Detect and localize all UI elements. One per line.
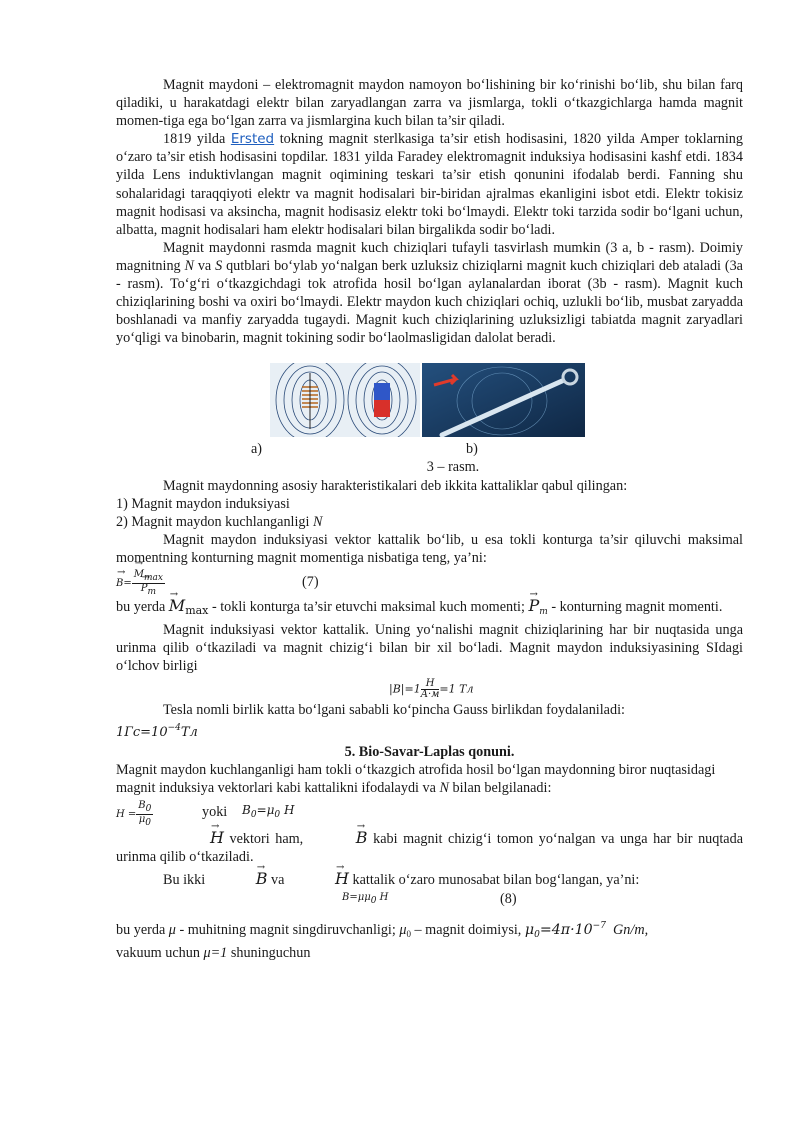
symbol-mu: μ <box>168 922 176 939</box>
b0-formula <box>242 801 294 824</box>
vector-m: → M <box>169 597 185 615</box>
equation-7 <box>116 567 743 597</box>
formula-part: Тл <box>180 725 198 741</box>
symbol-n: N <box>439 779 449 796</box>
text: va <box>267 872 288 888</box>
symbol: μ <box>138 813 146 825</box>
figure-3b-wire-field <box>422 363 585 437</box>
subscript: 0 <box>534 930 540 941</box>
list-item-induction: 1) Magnit maydon induksiyasi <box>116 495 290 512</box>
text: kattalik o‘zaro munosabat bilan bog‘langan, ya’ni: <box>348 872 640 888</box>
figure-3 <box>116 363 743 439</box>
formula-part: 1Гс=10 <box>116 725 168 741</box>
vector-h-symbol: → H <box>163 829 224 847</box>
paragraph-moment-definition <box>116 597 743 621</box>
equation-8 <box>116 889 743 909</box>
figure-label-b: b) <box>466 441 478 458</box>
superscript: −4 <box>167 723 181 734</box>
gauss-formula <box>116 719 743 742</box>
formula-part: =4π·10 <box>539 922 593 939</box>
text: vakuum uchun <box>116 945 204 962</box>
equation-8-number: (8) <box>500 891 517 908</box>
equation-tesla <box>116 675 743 701</box>
paragraph-history <box>116 130 743 239</box>
list-item-intensity <box>116 513 743 531</box>
subscript: max <box>185 603 209 617</box>
text: qutblari bo‘ylab yo‘nalgan berk uzluksiz chiziqlarni magnit kuch chiziqlari deb ataladi (3a - rasm). To‘g‘ri o‘tkazgichdagi tok atrofida hosil bo‘lgan aylanalardan iborat (3b - rasm). Magnit kuch chiziqlarining boshi va oxiri bo‘lmaydi. Elektr maydon kuch chiziqlari ochiq, uzlukli bo‘lib, musbat zaryadda boshlanadi va manfiy zaryadda tugaydi. Magnit kuch chiziqlarining uzluksizligi tabiatda magnit zaryadlari yo‘qligi va binobarin, magnit tokining sodir bo‘laolmasligidan dalolat beradi. <box>116 257 743 347</box>
superscript: −7 <box>592 921 606 932</box>
wire-field-illustration <box>422 363 585 437</box>
subscript: 0 <box>274 809 281 820</box>
subscript: m <box>539 606 548 617</box>
text: Magnit maydonni rasmda magnit kuch chiziqlari tufayli tasvirlash mumkin (3 a, b - rasm). Doimiy magnitning <box>116 239 743 274</box>
subscript: 0 <box>145 803 152 814</box>
text: tokning magnit sterlkasiga ta’sir etish hodisasini, 1820 yilda Amper toklarning o‘zaro ta’sir etish hodisasini topdilar. 1831 yilda Faradey elektromagnit induksiya hodisasini kashf etdi. 1834 yilda Lens induktivlangan magnit oqimining teskari ta’sir etish qonunini ifodalab berdi. Fanning shu sohalaridagi taraqqiyoti elektr va magnit hodisalari bir-biridan ajralmas ekanligini isbot etdi. Elektr tokisiz magnit hodisasi va aksincha, magnit hodisasiz elektr toki bo‘lmaydi. Elektr toki tarzida sodir bo‘lgani uchun, albatta, magnit hodisalari ham elektr hodisalari bilan birgalikda sodir bo‘ladi. <box>116 131 743 238</box>
symbol-mu0: μ <box>399 922 407 939</box>
vector-p: → P <box>141 584 148 594</box>
formula-part: |B|=1 <box>389 682 421 696</box>
text: - tokli konturga ta’sir etuvchi maksimal kuch momenti; <box>208 598 529 615</box>
vector-h-symbol: → H <box>288 870 349 888</box>
figure-3a-magnet-field-lines <box>270 363 420 437</box>
text: shuninguchun <box>227 945 311 962</box>
paragraph-gauss: Tesla nomli birlik katta bo‘lgani sababli ko‘pincha Gauss birlikdan foydalaniladi: <box>163 702 625 719</box>
section-heading: 5. Bio-Savar-Laplas qonuni. <box>344 743 515 760</box>
symbol: μ <box>524 922 535 939</box>
vector-p: → P <box>528 597 539 615</box>
paragraph-field-lines <box>116 239 743 348</box>
figure-caption: 3 – rasm. <box>426 459 480 476</box>
vector-m: → M <box>134 570 144 580</box>
paragraph-characteristics: Magnit maydonning asosiy harakteristikalari deb ikkita kattaliklar qabul qilingan: <box>163 477 628 494</box>
yoki-text: yoki <box>202 803 228 820</box>
symbol: B <box>138 799 146 811</box>
text: – magnit doimiysi, <box>410 922 525 939</box>
magnet-field-illustration <box>270 363 420 437</box>
text: 2) Magnit maydon kuchlanganligi <box>116 513 314 530</box>
mu0-value <box>524 921 606 941</box>
pole-s: S <box>215 257 223 274</box>
text: Magnit maydon kuchlanganligi ham tokli o‘tkazgich atrofida hosil bo‘lgan maydonning biror nuqtasidagi magnit induksiya vektorlari kabi kattalikni ifodalaydi va <box>116 761 716 796</box>
document-page <box>116 76 743 962</box>
vector-b: → B <box>116 575 123 593</box>
symbol-m-max <box>169 596 209 615</box>
symbol: H <box>379 892 389 904</box>
text: bilan belgilanadi: <box>448 779 552 796</box>
paragraph-induction-vector: Magnit induksiyasi vektor kattalik. Uning yo‘nalishi magnit chiziqlarining har bir nuqtasida unga urinma qilib o‘tkaziladi va magnit chizig‘i bilan bir xil bo‘ladi. Magnit maydon induksiyasining SIdagi o‘lchov birligi <box>116 622 743 675</box>
subscript: max <box>144 572 163 583</box>
pole-n: N <box>184 257 194 274</box>
unit: Gn/m, <box>613 922 649 939</box>
tesla-formula <box>389 679 473 700</box>
formula-part: =1 Тл <box>439 682 474 696</box>
ersted-link[interactable]: Ersted <box>230 131 275 148</box>
symbol: B <box>242 802 251 817</box>
vector-h <box>288 869 349 888</box>
symbol-p-m <box>528 596 547 615</box>
numerator: H <box>421 679 440 690</box>
vector-b <box>209 869 268 888</box>
text: - konturning magnit momenti. <box>547 598 723 615</box>
paragraph-intro: Magnit maydoni – elektromagnit maydon namoyon bo‘lishining bir ko‘rinishi bo‘lib, shu bilan farq qiladiki, u harakatdagi elektr bilan zaryadlangan zarra va jismlarga, tokli o‘tkazgichlarga hamda magnit momen-tiga ega bo‘lgan zarra va jismlargina kuch bilan ta’sir qiladi. <box>116 77 743 130</box>
subscript: 0 <box>370 896 377 907</box>
text: vektori ham, <box>223 830 309 847</box>
text: va <box>193 257 216 274</box>
formula-part: =μ <box>256 802 275 817</box>
subscript: 0 <box>145 817 151 828</box>
paragraph-induction-definition: Magnit maydon induksiyasi vektor kattalik bo‘lib, u esa tokli konturga ta’sir qiluvchi maksimal momentning konturning magnit momentiga nisbatiga teng, ya’ni: <box>116 531 743 566</box>
figure-label-a: a) <box>251 441 263 458</box>
formula-part: H = <box>116 808 137 820</box>
subscript: 0 <box>250 809 257 820</box>
text: - muhitning magnit singdiruvchanligi; <box>175 922 400 939</box>
text: bu yerda <box>116 922 169 939</box>
vector-h <box>163 828 224 847</box>
vector-b <box>309 828 368 847</box>
vector-b-symbol: → B <box>209 870 268 888</box>
equation-7-formula: → B= → Mmax → Pm <box>116 570 165 597</box>
h-formula <box>116 801 153 828</box>
text: bu yerda <box>116 598 169 615</box>
vector-b-symbol: → B <box>309 829 368 847</box>
symbol-n: N <box>313 513 323 530</box>
equation-8-formula <box>342 889 388 910</box>
text: 1819 yilda <box>163 131 231 148</box>
subscript: m <box>147 586 156 597</box>
fraction <box>132 570 165 597</box>
fraction <box>136 801 153 828</box>
figure-labels <box>116 440 743 458</box>
symbol-mu-eq: μ=1 <box>203 945 228 962</box>
denominator: A·м <box>420 689 440 701</box>
symbol: H <box>283 802 295 817</box>
paragraph-vacuum <box>116 944 743 962</box>
paragraph-relation <box>116 870 743 889</box>
formula-part: B=μμ <box>342 892 371 904</box>
equation-7-number: (7) <box>302 573 319 590</box>
text: kabi magnit chizig‘i tomon yo‘nalgan va unga har bir nuqtada urinma qilib o‘tkaziladi. <box>116 830 743 865</box>
subscript: 0 <box>406 929 411 940</box>
fraction <box>421 679 440 700</box>
paragraph-intensity <box>116 761 743 797</box>
text: Bu ikki <box>163 872 209 888</box>
paragraph-permeability <box>116 917 743 944</box>
